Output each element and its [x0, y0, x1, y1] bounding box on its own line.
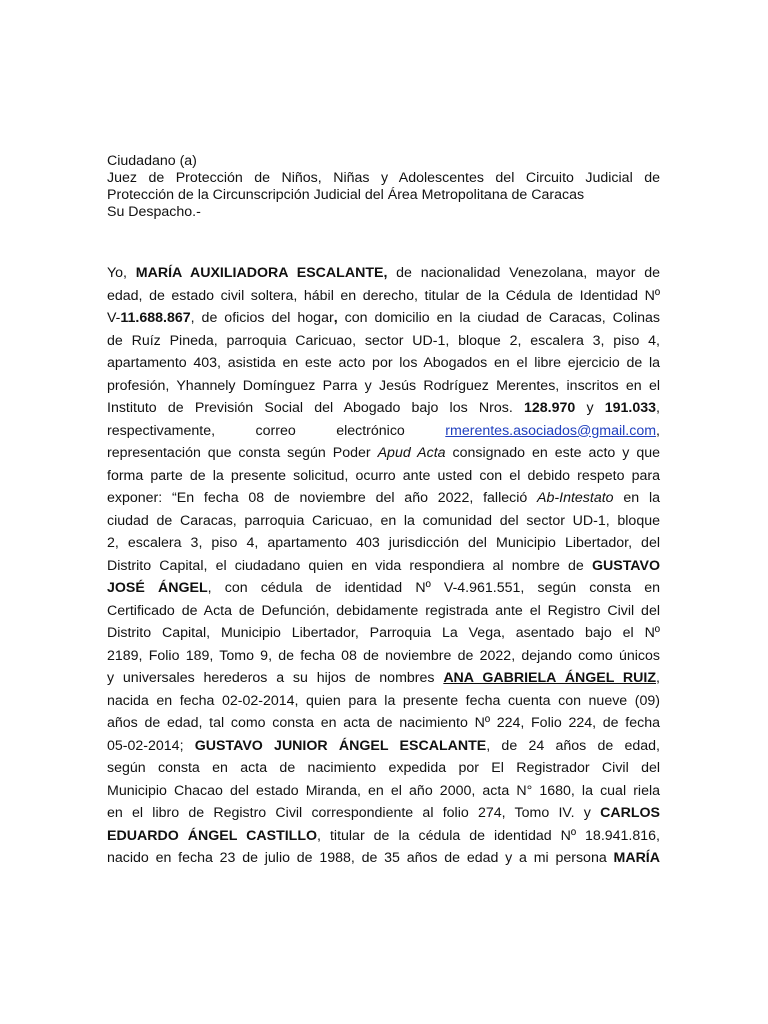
body-line: respectivamente, correo electrónico rmerentes.asociados@gmail.com, — [107, 422, 660, 439]
body-line: Instituto de Previsión Social del Abogado bajo los Nros. 128.970 y 191.033, — [107, 400, 660, 416]
body-line: Distrito Capital, Municipio Libertador, Parroquia La Vega, asentado bajo el Nº — [107, 625, 660, 641]
header-addressee: Ciudadano (a) — [107, 153, 197, 169]
body-line: 2189, Folio 189, Tomo 9, de fecha 08 de noviembre de 2022, dejando como únicos — [107, 647, 660, 664]
body-line: ciudad de Caracas, parroquia Caricuao, en la comunidad del sector UD-1, bloque — [107, 512, 660, 529]
body-line: profesión, Yhannely Domínguez Parra y Jesús Rodríguez Merentes, inscritos en el — [107, 377, 660, 394]
document-body — [107, 262, 660, 870]
header-court-line-2: Protección de la Circunscripción Judicial del Área Metropolitana de Caracas — [107, 187, 585, 203]
body-line: nacida en fecha 02-02-2014, quien para la presente fecha cuenta con nueve (09) — [107, 692, 660, 709]
header-despacho: Su Despacho.- — [107, 204, 201, 220]
document-page — [107, 153, 660, 870]
body-line: V-11.688.867, de oficios del hogar, con domicilio en la ciudad de Caracas, Colinas — [107, 310, 660, 326]
body-line: edad, de estado civil soltera, hábil en derecho, titular de la Cédula de Identidad Nº — [107, 287, 660, 304]
header-court-line-1: Juez de Protección de Niños, Niñas y Adolescentes del Circuito Judicial de — [107, 170, 660, 186]
body-line: Certificado de Acta de Defunción, debidamente registrada ante el Registro Civil del — [107, 602, 660, 619]
applicant-name: MARÍA AUXILIADORA ESCALANTE, — [135, 265, 388, 281]
heir-name-2: GUSTAVO JUNIOR ÁNGEL ESCALANTE — [194, 737, 487, 754]
body-line: exponer: “En fecha 08 de noviembre del año 2022, falleció Ab-Intestato en la — [107, 490, 660, 506]
applicant-id: 11.688.867 — [120, 310, 191, 326]
heir-name-1: ANA GABRIELA ÁNGEL RUIZ — [443, 670, 657, 686]
body-line: JOSÉ ÁNGEL, con cédula de identidad Nº V-4.961.551, según consta en — [107, 580, 660, 596]
body-line: EDUARDO ÁNGEL CASTILLO, titular de la cédula de identidad Nº 18.941.816, — [107, 827, 660, 844]
body-line: 2, escalera 3, piso 4, apartamento 403 jurisdicción del Municipio Libertador, del — [107, 535, 660, 551]
email-link[interactable]: rmerentes.asociados@gmail.com — [445, 422, 657, 439]
body-line: de Ruíz Pineda, parroquia Caricuao, sector UD-1, bloque 2, escalera 3, piso 4, — [107, 332, 660, 349]
body-line: y universales herederos a su hijos de nombres ANA GABRIELA ÁNGEL RUIZ, — [107, 670, 660, 686]
body-line: Municipio Chacao del estado Miranda, en el año 2000, acta N° 1680, la cual riela — [107, 782, 660, 799]
body-line: apartamento 403, asistida en este acto por los Abogados en el libre ejercicio de la — [107, 355, 660, 371]
heir-name-3: EDUARDO ÁNGEL CASTILLO — [107, 827, 318, 844]
body-line: años de edad, tal como consta en acta de nacimiento Nº 224, Folio 224, de fecha — [107, 715, 660, 731]
document-header — [107, 153, 660, 221]
body-line: en el libro de Registro Civil correspondiente al folio 274, Tomo IV. y CARLOS — [107, 805, 660, 821]
body-line: forma parte de la presente solicitud, ocurro ante usted con el debido respeto para — [107, 467, 660, 484]
body-line: Yo, MARÍA AUXILIADORA ESCALANTE, de nacionalidad Venezolana, mayor de — [107, 265, 660, 281]
body-line: 05-02-2014; GUSTAVO JUNIOR ÁNGEL ESCALANTE, de 24 años de edad, — [107, 737, 660, 754]
body-line: nacido en fecha 23 de julio de 1988, de 35 años de edad y a mi persona MARÍA — [107, 850, 660, 866]
body-line: representación que consta según Poder Apud Acta consignado en este acto y que — [107, 445, 660, 461]
body-line: Distrito Capital, el ciudadano quien en vida respondiera al nombre de GUSTAVO — [107, 557, 660, 574]
body-line: según consta en acta de nacimiento expedida por El Registrador Civil del — [107, 760, 660, 776]
